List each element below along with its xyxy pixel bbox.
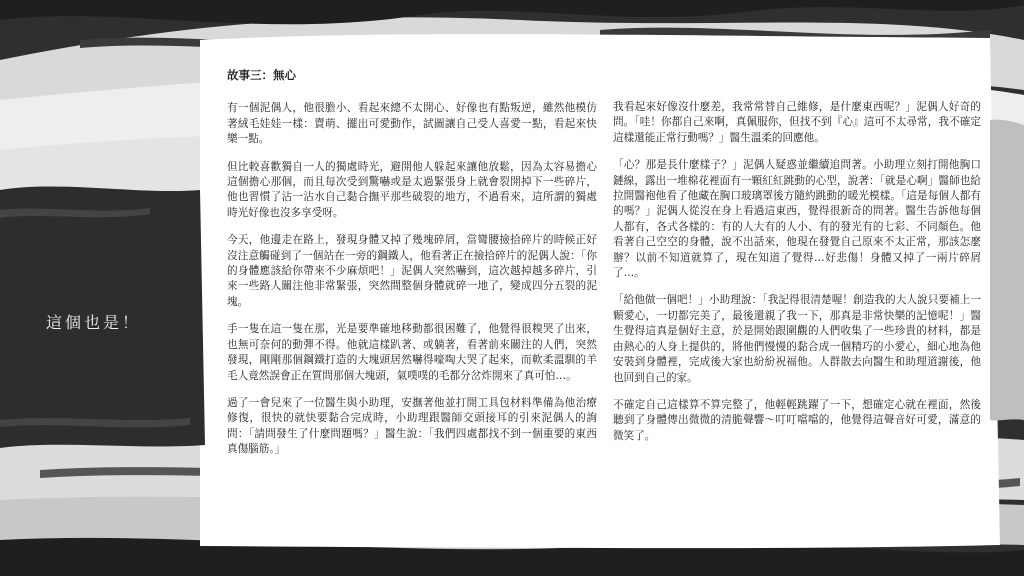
story-page xyxy=(195,38,995,548)
paragraph: 有一個泥偶人，他很膽小、看起來總不太開心、好像也有點叛逆，雖然他模仿著絨毛娃娃一樣：賣萌、擺出可愛動作，試圖讓自己受人喜愛一點，看起來快樂一點。 xyxy=(227,102,597,146)
paragraph: 「心？那是長什麼樣子？」泥偶人疑惑並繼續追問著。小助理立刻打開他胸口鏈線，露出一堆棉花裡面有一顆紅紅跳動的心型，說著：「就是心啊」醫師也給拉開醫袍他看了他藏在胸口玻璃罩後方隨約跳動的暖光模樣。「這是每個人都有的嗎？」泥偶人從沒在身上看過這東西，覺得很新奇的問著。醫生告訴他每個人都有，各式各樣的：有的人大有的人小、有的發光有的七彩、不同顏色。他看著自己空空的身體，說不出話來，他現在發覺自己原來不太正常，那該怎麼辦？以前不知道就算了，現在知道了覺得…好悲傷！身體又掉了一兩片碎屑了…。 xyxy=(613,159,981,280)
left-column xyxy=(227,68,597,470)
paragraph: 不確定自己這樣算不算完整了，他輕輕跳躍了一下，想確定心就在裡面，然後聽到了身體傳出微微的清脆聲響～叮叮噹噹的，他覺得這聲音好可愛，滿意的微笑了。 xyxy=(613,398,981,442)
paragraph: 但比較喜歡獨自一人的獨處時光，避開他人躲起來讓他放鬆，因為太容易擔心這個擔心那個，而且每次受到驚嚇或是太過緊張身上就會裂開掉下一些碎片，他也習慣了沾一沾水自己黏合撫平那些破裂的地方，不過看來，這所謂的獨處時光好像也沒多享受呀。 xyxy=(227,160,597,219)
story-title: 故事三：無心 xyxy=(227,68,296,82)
paragraph: 我看起來好像沒什麼差，我常常替自己維修，是什麼東西呢？」泥偶人好奇的問。「哇！你都自己來啊，真佩服你，但找不到『心』這可不太尋常，我不確定這樣還能正常行動嗎？」醫生溫柔的回應他。 xyxy=(613,101,981,144)
paragraph: 手一隻在這一隻在那，光是要準確地移動都很困難了，他覺得很糗哭了出來，也無可奈何的動彈不得。他就這樣趴著、或躺著，看著前來關注的人們，突然發現，剛剛那個鋼鐵打造的大塊頭居然嚇得嚎啕大哭了起來，而軟柔溫馴的羊毛人竟然誤會正在質問那個大塊頭，氣噗噗的毛都分岔炸開來了真可怕…。 xyxy=(227,323,597,382)
paragraph: 「給他做一個吧！」小助理說：「我記得很清楚喔！創造我的大人說只要補上一顆愛心，一切都完美了，最後還親了我一下，那真是非常快樂的記憶呢！」醫生覺得這真是個好主意，於是開始跟圍觀的人們收集了一些珍貴的材料，都是由熱心的人身上提供的，將他們慢慢的黏合成一個精巧的小愛心，細心地為他安裝到身體裡，完成後大家也紛紛祝福他。人群散去向醫生和助理道謝後，他也回到自己的家。 xyxy=(613,294,981,384)
right-column xyxy=(613,100,981,456)
paragraph: 過了一會兒來了一位醫生與小助理，安撫著他並打開工具包材料準備為他治療修復，很快的就快要黏合完成時，小助理跟醫師交頭接耳的引來泥偶人的詢問：「請問發生了什麼問題嗎？」醫生說：「我們四處都找不到一個重要的東西真傷腦筋。」 xyxy=(227,396,597,456)
paragraph: 今天，他邊走在路上，發現身體又掉了幾塊碎屑，當彎腰撿拾碎片的時候正好沒注意觸碰到了一個站在一旁的鋼鐵人，他看著正在撿拾碎片的泥偶人說：「你的身體應該給你帶來不少麻煩吧！」泥偶人突然嚇到，這次越掉越多碎片，引來一些路人關注他非常緊張，突然間整個身體就碎一地了，變成四分五裂的泥塊。 xyxy=(227,234,597,308)
side-caption: 這個也是！ xyxy=(46,313,142,332)
